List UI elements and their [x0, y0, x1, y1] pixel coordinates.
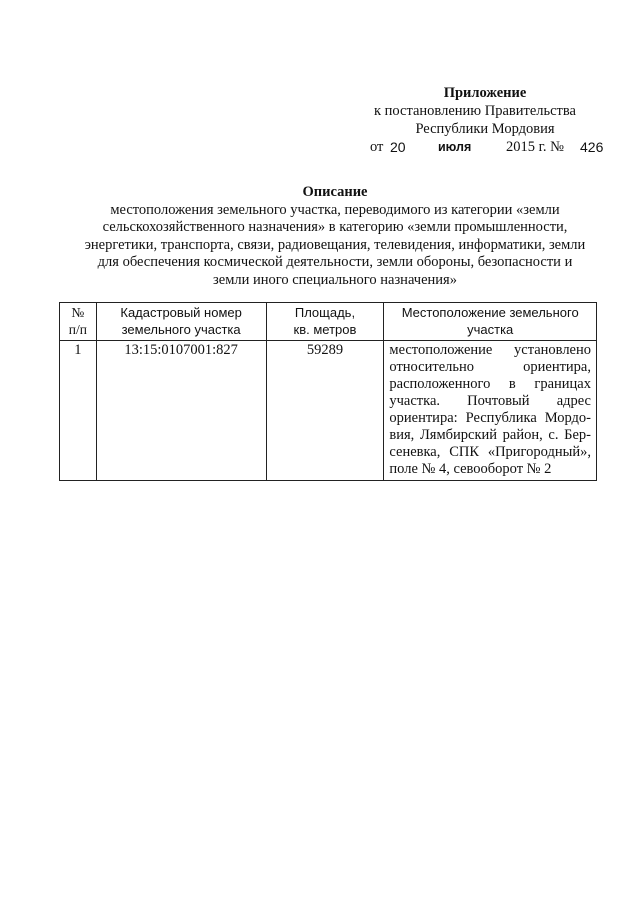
location-line: вия, Лямбирский район, с. Бер- [389, 427, 591, 443]
location-line: относительно ориентира, [389, 359, 591, 375]
table-row [60, 341, 597, 481]
header-cadastral [96, 303, 266, 341]
header-number-line: п/п [68, 322, 87, 337]
header-area [266, 303, 384, 341]
resolution-number: 426 [580, 139, 604, 155]
appendix-header [340, 84, 610, 156]
date-day: 20 [390, 139, 406, 155]
location-line: местоположение установлено [389, 342, 591, 358]
location-line: расположенного в границах [389, 376, 591, 392]
appendix-republic-line: Республики Мордовия [415, 121, 555, 137]
description-line: земли иного специального назначения» [213, 271, 457, 288]
description-line: для обеспечения космической деятельности, земли обороны, безопасности и [97, 254, 573, 270]
header-location [384, 303, 597, 341]
table-header-row [60, 303, 597, 341]
header-location-line: участка [467, 322, 514, 337]
header-number [60, 303, 97, 341]
description-block [60, 184, 610, 289]
row-area: 59289 [266, 341, 384, 481]
appendix-title: Приложение [443, 85, 527, 101]
date-from-label: от [370, 139, 384, 155]
description-heading: Описание [302, 184, 368, 200]
header-number-line: № [71, 305, 85, 320]
header-cadastral-line: Кадастровый номер [120, 305, 242, 320]
description-line: сельскохозяйственного назначения» в категорию «земли промышленности, [102, 219, 568, 235]
location-line: ориентира: Республика Мордо- [389, 410, 591, 426]
description-line: местоположения земельного участка, переводимого из категории «земли [110, 201, 560, 218]
header-area-line: кв. метров [293, 322, 357, 337]
location-line: поле № 4, севооборот № 2 [389, 461, 552, 477]
location-line: участка. Почтовый адрес [389, 393, 591, 409]
date-year: 2015 г. № [506, 139, 565, 155]
description-line: энергетики, транспорта, связи, радиовещания, телевидения, информатики, земли [84, 236, 586, 253]
header-cadastral-line: земельного участка [121, 322, 241, 337]
header-area-line: Площадь, [294, 305, 356, 320]
appendix-resolution-line: к постановлению Правительства [374, 103, 576, 119]
header-location-line: Местоположение земельного [401, 305, 579, 320]
row-cadastral-number: 13:15:0107001:827 [96, 341, 266, 481]
location-line: сеневка, СПК «Пригородный», [389, 444, 591, 460]
land-plot-table [59, 302, 597, 481]
date-month: июля [438, 140, 472, 154]
appendix-date-line [340, 138, 610, 156]
row-number: 1 [60, 341, 97, 481]
row-location [384, 341, 597, 481]
